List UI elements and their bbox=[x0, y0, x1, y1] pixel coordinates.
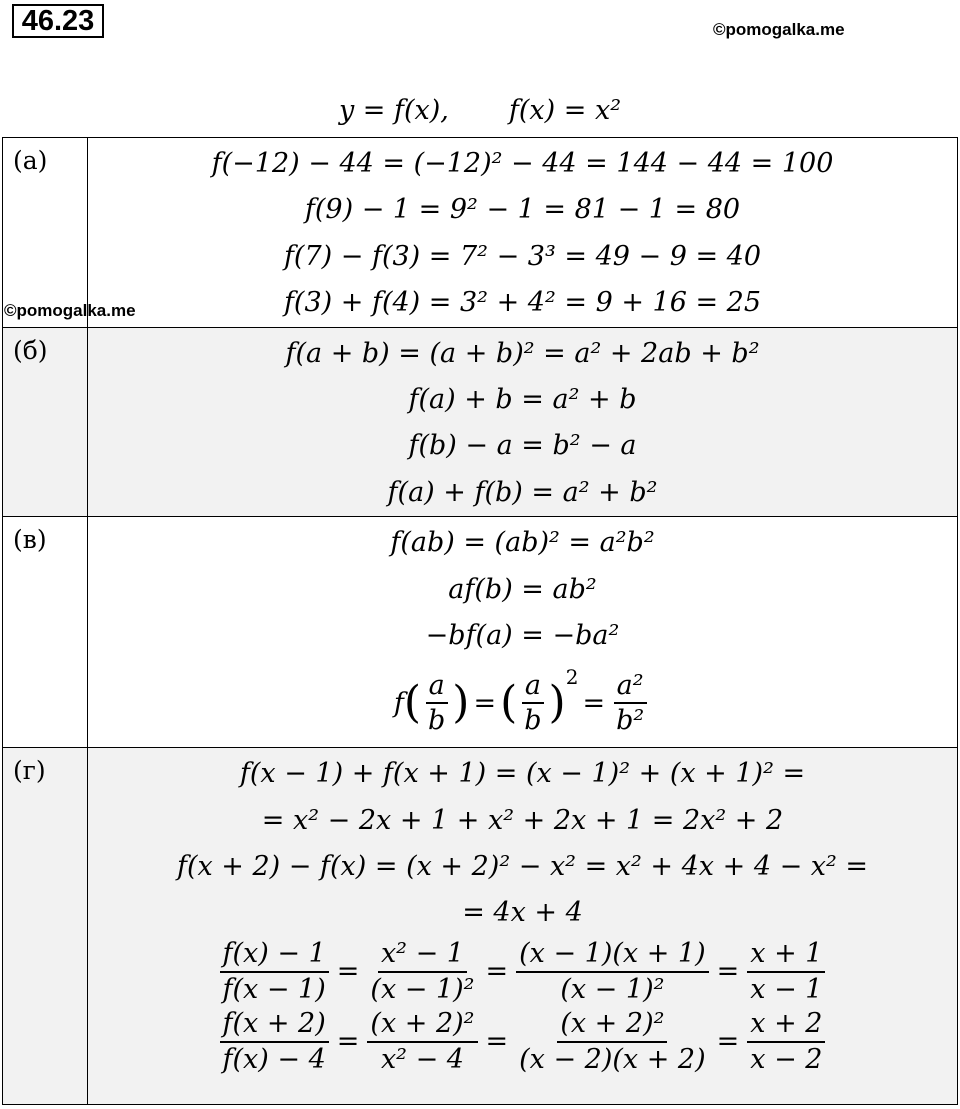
fraction-denominator: x − 1 bbox=[750, 973, 823, 1005]
paren-open: ( bbox=[500, 677, 518, 729]
fraction-numerator: a bbox=[426, 671, 448, 705]
equation-line: f(x − 1) + f(x + 1) = (x − 1)² + (x + 1)² = bbox=[239, 758, 806, 790]
section-label-b: (б) bbox=[3, 327, 88, 517]
equation-line: f(7) − f(3) = 7² − 3³ = 49 − 9 = 40 bbox=[283, 240, 762, 272]
fraction bbox=[367, 1009, 477, 1074]
fraction-denominator: x² − 4 bbox=[380, 1043, 464, 1075]
equation-line: f(3) + f(4) = 3² + 4² = 9 + 16 = 25 bbox=[283, 287, 762, 319]
equals-sign: = bbox=[336, 956, 360, 988]
paren-close: ) bbox=[548, 677, 566, 729]
section-c-content bbox=[88, 517, 958, 748]
fraction-numerator: (x + 2)² bbox=[557, 1009, 667, 1043]
section-b-row bbox=[3, 327, 958, 517]
fraction-numerator: x + 2 bbox=[747, 1009, 825, 1043]
header-eq-part2: f(x) = x² bbox=[508, 95, 622, 126]
fraction bbox=[220, 1009, 329, 1074]
equals-sign: = bbox=[485, 956, 509, 988]
section-label-d: (г) bbox=[3, 748, 88, 1105]
fraction-numerator: f(x) − 1 bbox=[220, 939, 329, 973]
equals-sign: = bbox=[485, 1026, 509, 1058]
watermark-left: ©pomogalka.me bbox=[4, 301, 136, 320]
fraction-equation bbox=[216, 937, 830, 1007]
solution-table bbox=[2, 137, 958, 1105]
fraction-denominator: b² bbox=[616, 705, 645, 737]
section-c-row bbox=[3, 517, 958, 748]
equation-line: f(x + 2) − f(x) = (x + 2)² − x² = x² + 4x + 4 − x² = bbox=[176, 851, 869, 883]
section-b-content bbox=[88, 327, 958, 517]
fraction-denominator: f(x − 1) bbox=[222, 973, 326, 1005]
fraction-equation bbox=[216, 1007, 830, 1077]
fraction-numerator: x² − 1 bbox=[378, 939, 467, 973]
fraction-denominator: (x − 2)(x + 2) bbox=[519, 1043, 706, 1075]
fraction bbox=[516, 1009, 709, 1074]
function-symbol: f bbox=[393, 687, 404, 719]
section-d-content bbox=[88, 748, 958, 1105]
fraction-numerator: a bbox=[522, 671, 544, 705]
equation-line: f(9) − 1 = 9² − 1 = 81 − 1 = 80 bbox=[304, 194, 741, 226]
header-eq-part1: y = f(x), bbox=[338, 95, 449, 126]
paren-close: ) bbox=[452, 677, 470, 729]
fraction-denominator: b bbox=[427, 705, 446, 737]
equation-line: = x² − 2x + 1 + x² + 2x + 1 = 2x² + 2 bbox=[261, 804, 784, 836]
fraction-numerator: a² bbox=[614, 671, 647, 705]
fraction-denominator: (x − 1)² bbox=[560, 973, 665, 1005]
section-a-row bbox=[3, 138, 958, 328]
fraction bbox=[425, 671, 448, 736]
fraction bbox=[613, 671, 647, 736]
equation-line: af(b) = ab² bbox=[448, 573, 597, 605]
fraction-denominator: (x − 1)² bbox=[370, 973, 475, 1005]
equation-line: f(b) − a = b² − a bbox=[408, 430, 637, 462]
fraction bbox=[521, 671, 544, 736]
equals-sign: = bbox=[582, 687, 606, 719]
equation-line: f(ab) = (ab)² = a²b² bbox=[390, 527, 655, 559]
equals-sign: = bbox=[716, 1026, 740, 1058]
equation-line: f(a + b) = (a + b)² = a² + 2ab + b² bbox=[285, 337, 760, 369]
equation-line: f(a) + f(b) = a² + b² bbox=[387, 476, 658, 508]
function-definition bbox=[0, 95, 960, 126]
section-label-a: (а) bbox=[3, 138, 88, 328]
fraction-denominator: f(x) − 4 bbox=[222, 1043, 326, 1075]
exponent: 2 bbox=[565, 665, 579, 690]
equation-line: f(−12) − 44 = (−12)² − 44 = 144 − 44 = 100 bbox=[211, 148, 834, 179]
fraction-numerator: f(x + 2) bbox=[220, 1009, 329, 1043]
fraction bbox=[367, 939, 477, 1004]
fraction-denominator: x − 2 bbox=[750, 1043, 823, 1075]
fraction-numerator: (x − 1)(x + 1) bbox=[516, 939, 709, 973]
equals-sign: = bbox=[716, 956, 740, 988]
section-d-row bbox=[3, 748, 958, 1105]
equals-sign: = bbox=[473, 687, 497, 719]
equation-line: −bf(a) = −ba² bbox=[425, 619, 620, 651]
section-a-content bbox=[88, 138, 958, 328]
equation-line: f(a) + b = a² + b bbox=[408, 383, 637, 415]
section-label-c: (в) bbox=[3, 517, 88, 748]
equation-line: = 4x + 4 bbox=[462, 897, 583, 929]
watermark-top: ©pomogalka.me bbox=[713, 20, 845, 39]
fraction bbox=[747, 1009, 825, 1074]
fraction bbox=[220, 939, 329, 1004]
problem-number: 46.23 bbox=[12, 4, 104, 38]
fraction bbox=[747, 939, 825, 1004]
paren-open: ( bbox=[403, 677, 421, 729]
fraction-denominator: b bbox=[524, 705, 542, 737]
fraction bbox=[516, 939, 709, 1004]
fraction-equation bbox=[394, 659, 651, 747]
equals-sign: = bbox=[336, 1026, 360, 1058]
fraction-numerator: (x + 2)² bbox=[367, 1009, 477, 1043]
fraction-numerator: x + 1 bbox=[747, 939, 825, 973]
